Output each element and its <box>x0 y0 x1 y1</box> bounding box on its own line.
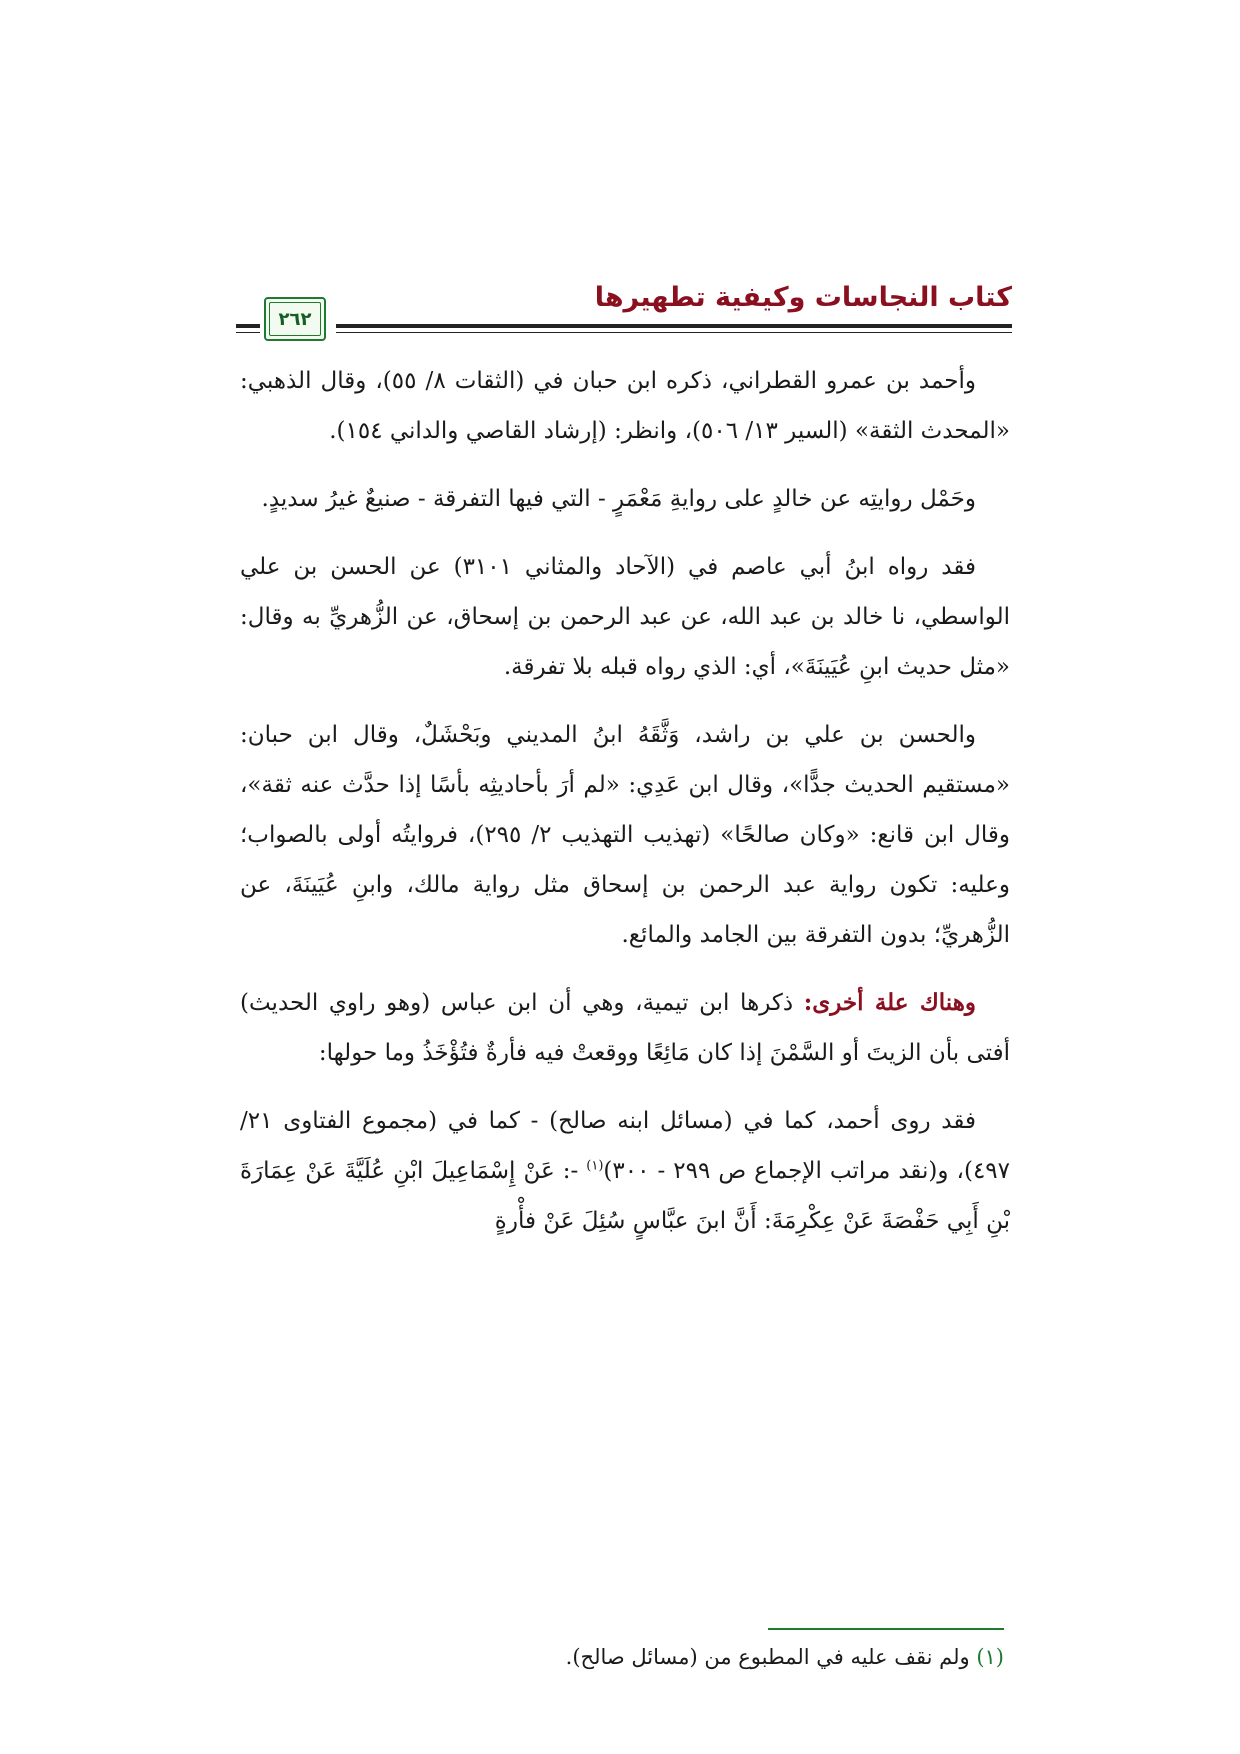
paragraph-2: وحَمْل روايتِه عن خالدٍ على روايةِ مَعْمَرٍ - التي فيها التفرقة - صنيعٌ غيرُ سديدٍ. <box>261 486 976 512</box>
footnote-reference[interactable]: (١) <box>586 1158 604 1174</box>
page-number-badge <box>264 297 326 341</box>
paragraph-1: وأحمد بن عمرو القطراني، ذكره ابن حبان في (الثقات ٨/ ٥٥)، وقال الذهبي: «المحدث الثقة» (السير ١٣/ ٥٠٦)، وانظر: (إرشاد القاصي والداني ١٥٤). <box>240 368 1010 444</box>
footnote-divider <box>768 1628 1004 1630</box>
header-rule-left-thin <box>236 332 260 333</box>
book-title: كتاب النجاسات وكيفية تطهيرها <box>594 282 1012 313</box>
paragraph-4: والحسن بن علي بن راشد، وَثَّقَهُ ابنُ المديني وبَحْشَلٌ، وقال ابن حبان: «مستقيم الحديث جدًّا»، وقال ابن عَدِي: «لم أرَ بأحاديثِه بأسًا إذا حدَّث عنه ثقة»، وقال ابن قانع: «وكان صالحًا» (تهذيب التهذيب ٢/ ٢٩٥)، فروايتُه أولى بالصواب؛ وعليه: تكون رواية عبد الرحمن بن إسحاق مثل رواية مالك، وابنِ عُيَينَةَ، عن الزُّهريِّ؛ بدون التفرقة بين الجامد والمائع. <box>240 722 1010 948</box>
main-text <box>240 356 1010 1264</box>
paragraph-6-before: فقد روى أحمد، كما في (مسائل ابنه صالح) - كما في (مجموع الفتاوى ٢١/ ٤٩٧)، و(نقد مراتب الإجماع ص ٢٩٩ - ٣٠٠) <box>240 1108 1010 1184</box>
footnote-mark: (١) <box>976 1645 1004 1669</box>
footnote-text: ولم نقف عليه في المطبوع من (مسائل صالح). <box>565 1645 977 1669</box>
paragraph-5-text: ذكرها ابن تيمية، وهي أن ابن عباس (وهو راوي الحديث) أفتى بأن الزيتَ أو السَّمْنَ إذا كان مَائِعًا ووقعتْ فيه فأرةٌ فتُؤْخَذُ وما حولها: <box>240 990 1010 1066</box>
header-rule-thin <box>336 332 1012 333</box>
paragraph-5 <box>240 978 1010 1078</box>
page-number: ٢٦٢ <box>278 308 312 330</box>
highlight-phrase: وهناك علة أخرى: <box>803 989 976 1016</box>
footnote <box>234 1640 1004 1674</box>
paragraph-3: فقد رواه ابنُ أبي عاصم في (الآحاد والمثاني ٣١٠١) عن الحسن بن علي الواسطي، نا خالد بن عبد الله، عن عبد الرحمن بن إسحاق، عن الزُّهريِّ به وقال: «مثل حديث ابنِ عُيَينَةَ»، أي: الذي رواه قبله بلا تفرقة. <box>240 554 1010 680</box>
header-rule-thick <box>336 324 1012 328</box>
page-header <box>236 282 1012 356</box>
paragraph-6 <box>240 1096 1010 1246</box>
header-rule-left-thick <box>236 324 260 328</box>
paragraph-6-after: -: عَنْ إِسْمَاعِيلَ ابْنِ عُلَيَّةَ عَنْ عِمَارَةَ بْنِ أَبِي حَفْصَةَ عَنْ عِكْرِمَةَ: أَنَّ ابنَ عبَّاسٍ سُئِلَ عَنْ فأْرةٍ <box>240 1158 1010 1234</box>
